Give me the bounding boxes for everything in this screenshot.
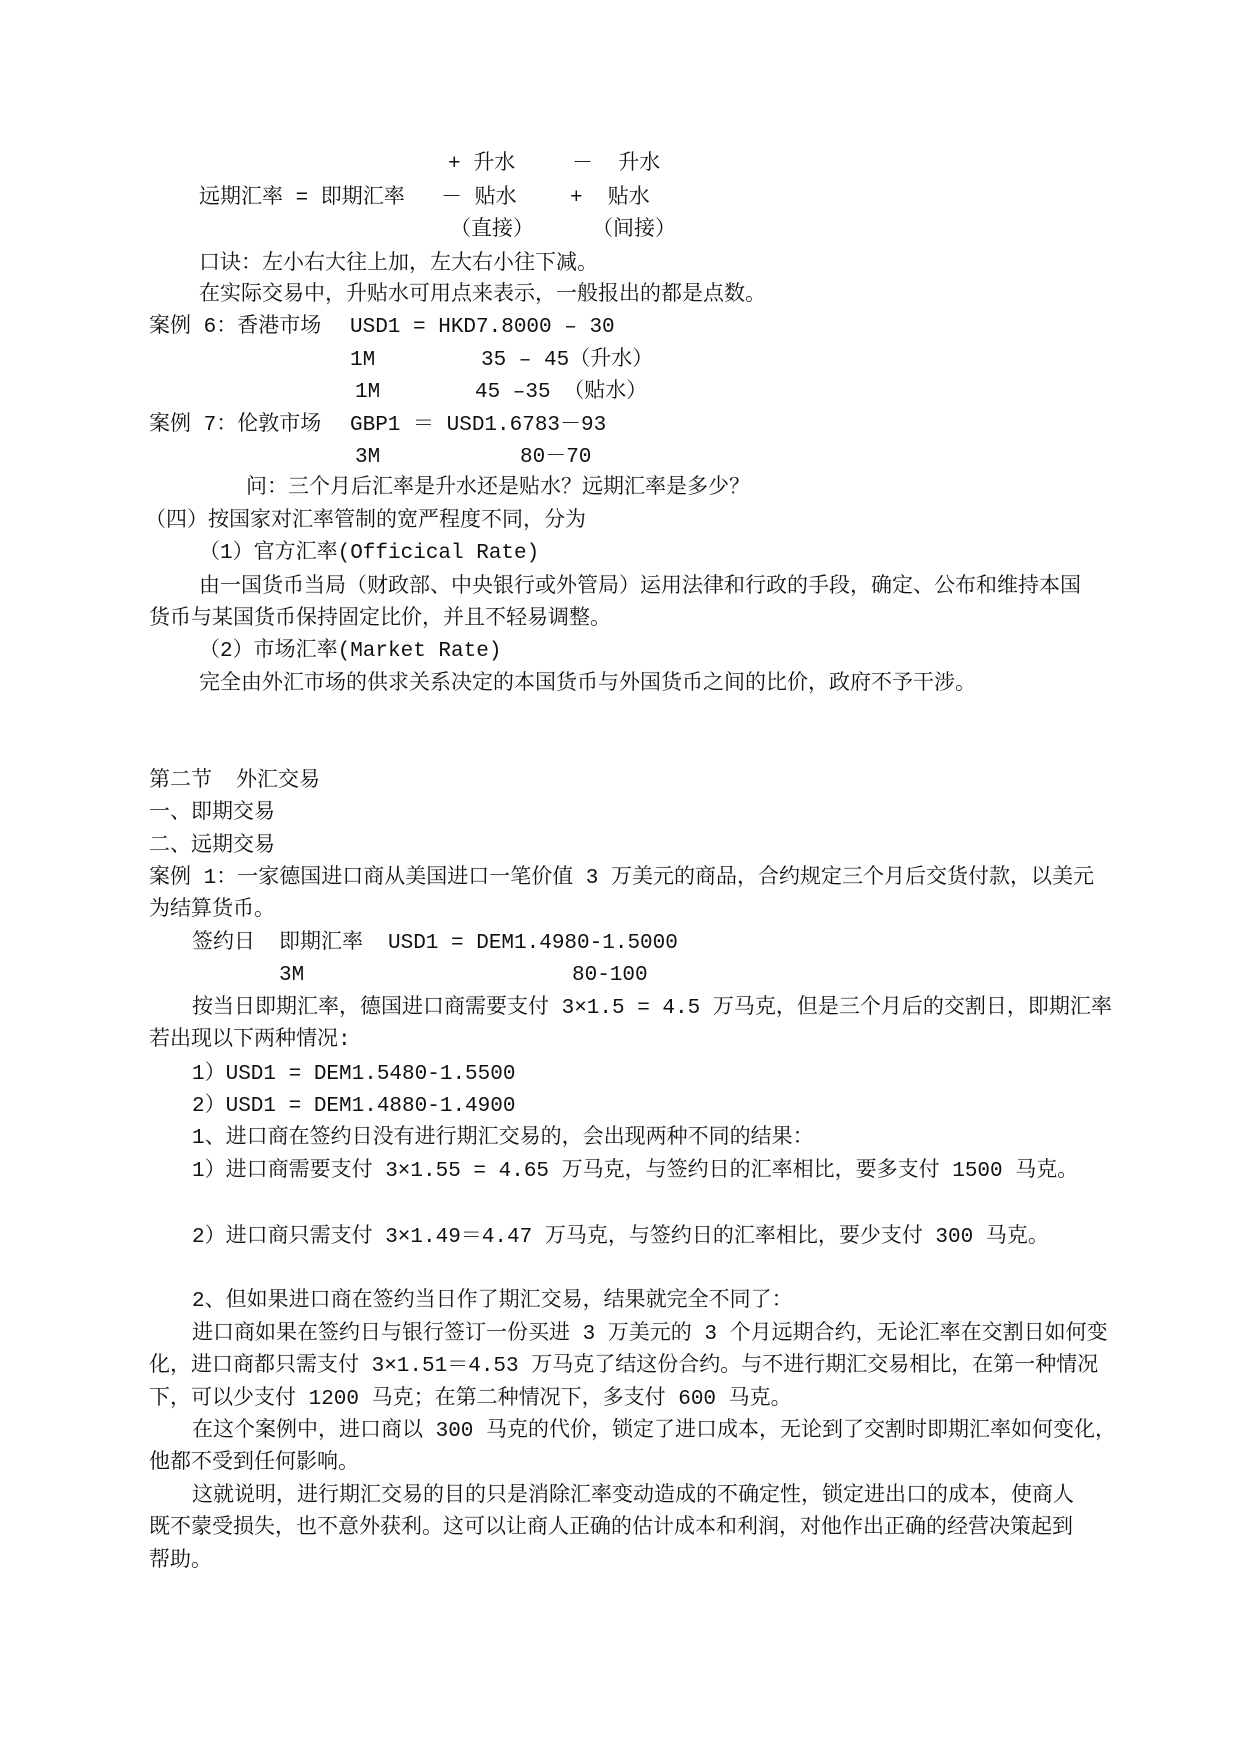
paragraph-line: 1、进口商在签约日没有进行期汇交易的，会出现两种不同的结果： <box>192 1127 814 1150</box>
case7-forward-points: 80－70 <box>520 446 592 469</box>
section-item-forward: 二、远期交易 <box>149 835 275 858</box>
paragraph-line: 由一国货币当局（财政部、中央银行或外管局）运用法律和行政的手段，确定、公布和维持本国 <box>199 576 1081 599</box>
scenario-line: 2）USD1 = DEM1.4880-1.4900 <box>192 1095 516 1118</box>
paragraph-line: 2、但如果进口商在签约当日作了期汇交易，结果就完全不同了： <box>192 1290 793 1313</box>
section-title: 外汇交易 <box>236 770 320 793</box>
case1-term: 3M <box>279 964 305 987</box>
formula-premium-direct: + 升水 <box>448 153 516 176</box>
paragraph-line: 帮助。 <box>149 1550 212 1573</box>
paragraph-line: 既不蒙受损失，也不意外获利。这可以让商人正确的估计成本和利润，对他作出正确的经营决策起到 <box>149 1517 1073 1540</box>
result-line: 1）进口商需要支付 3×1.55 = 4.65 万马克，与签约日的汇率相比，要多支付 1500 马克。 <box>192 1160 1079 1183</box>
mnemonic-line: 口诀：左小右大往上加，左大右小往下减。 <box>199 253 598 276</box>
points-note-line: 在实际交易中，升贴水可用点来表示，一般报出的都是点数。 <box>199 284 766 307</box>
paragraph-line: 货币与某国货币保持固定比价，并且不轻易调整。 <box>149 608 611 631</box>
paragraph-line: 进口商如果在签约日与银行签订一份买进 3 万美元的 3 个月远期合约，无论汇率在交割日如何变 <box>192 1323 1108 1346</box>
result-line: 2）进口商只需支付 3×1.49＝4.47 万马克，与签约日的汇率相比，要少支付 300 马克。 <box>192 1226 1049 1249</box>
market-rate-title: （2）市场汇率(Market Rate) <box>199 640 502 663</box>
formula-premium-indirect: － 升水 <box>572 153 661 176</box>
case6-forward-points: 45 –35 （贴水） <box>475 381 648 404</box>
case1-intro-line: 案例 1：一家德国进口商从美国进口一笔价值 3 万美元的商品，合约规定三个月后交货付款，以美元 <box>149 867 1095 890</box>
paragraph-line: 这就说明，进行期汇交易的目的只是消除汇率变动造成的不确定性，锁定进出口的成本，使商人 <box>192 1485 1074 1508</box>
formula-direct-label: （直接） <box>450 219 534 242</box>
scenario-line: 1）USD1 = DEM1.5480-1.5500 <box>192 1063 516 1086</box>
case6-forward-points: 35 – 45（升水） <box>481 349 654 372</box>
case6-label: 案例 6：香港市场 <box>149 316 322 339</box>
subsection-heading: （四）按国家对汇率管制的宽严程度不同，分为 <box>145 510 586 533</box>
paragraph-line: 按当日即期汇率，德国进口商需要支付 3×1.5 = 4.5 万马克，但是三个月后的交割日，即期汇率 <box>192 997 1112 1020</box>
spot-rate-label: 即期汇率 <box>279 932 363 955</box>
section-number: 第二节 <box>149 770 212 793</box>
contract-day-label: 签约日 <box>192 932 255 955</box>
paragraph-line: 在这个案例中，进口商以 300 马克的代价，锁定了进口成本，无论到了交割时即期汇率如何变化， <box>192 1420 1117 1443</box>
formula-discount-direct: － 贴水 <box>441 187 517 210</box>
formula-discount-indirect: + 贴水 <box>570 187 650 210</box>
case6-spot-quote: USD1 = HKD7.8000 – 30 <box>350 316 615 339</box>
case7-label: 案例 7：伦敦市场 <box>149 414 322 437</box>
paragraph-line: 他都不受到任何影响。 <box>149 1452 359 1475</box>
case7-term: 3M <box>355 446 381 469</box>
official-rate-title: （1）官方汇率(Officical Rate) <box>199 542 540 565</box>
case1-spot-quote: USD1 = DEM1.4980-1.5000 <box>388 932 678 955</box>
case1-forward-points: 80-100 <box>572 964 648 987</box>
case6-term: 1M <box>355 381 381 404</box>
case6-term: 1M <box>350 349 376 372</box>
section-item-spot: 一、即期交易 <box>149 802 275 825</box>
formula-lhs: 远期汇率 = 即期汇率 <box>199 187 405 210</box>
case1-intro-line: 为结算货币。 <box>149 899 275 922</box>
paragraph-line: 若出现以下两种情况: <box>149 1029 351 1052</box>
case7-question: 问：三个月后汇率是升水还是贴水？远期汇率是多少？ <box>246 477 750 500</box>
paragraph-line: 化，进口商都只需支付 3×1.51＝4.53 万马克了结这份合约。与不进行期汇交易相比，在第一种情况 <box>149 1355 1099 1378</box>
formula-indirect-label: （间接） <box>592 219 676 242</box>
case7-spot-quote: GBP1 ＝ USD1.6783－93 <box>350 414 607 437</box>
paragraph-line: 下，可以少支付 1200 马克；在第二种情况下，多支付 600 马克。 <box>149 1388 792 1411</box>
paragraph-line: 完全由外汇市场的供求关系决定的本国货币与外国货币之间的比价，政府不予干涉。 <box>199 673 976 696</box>
